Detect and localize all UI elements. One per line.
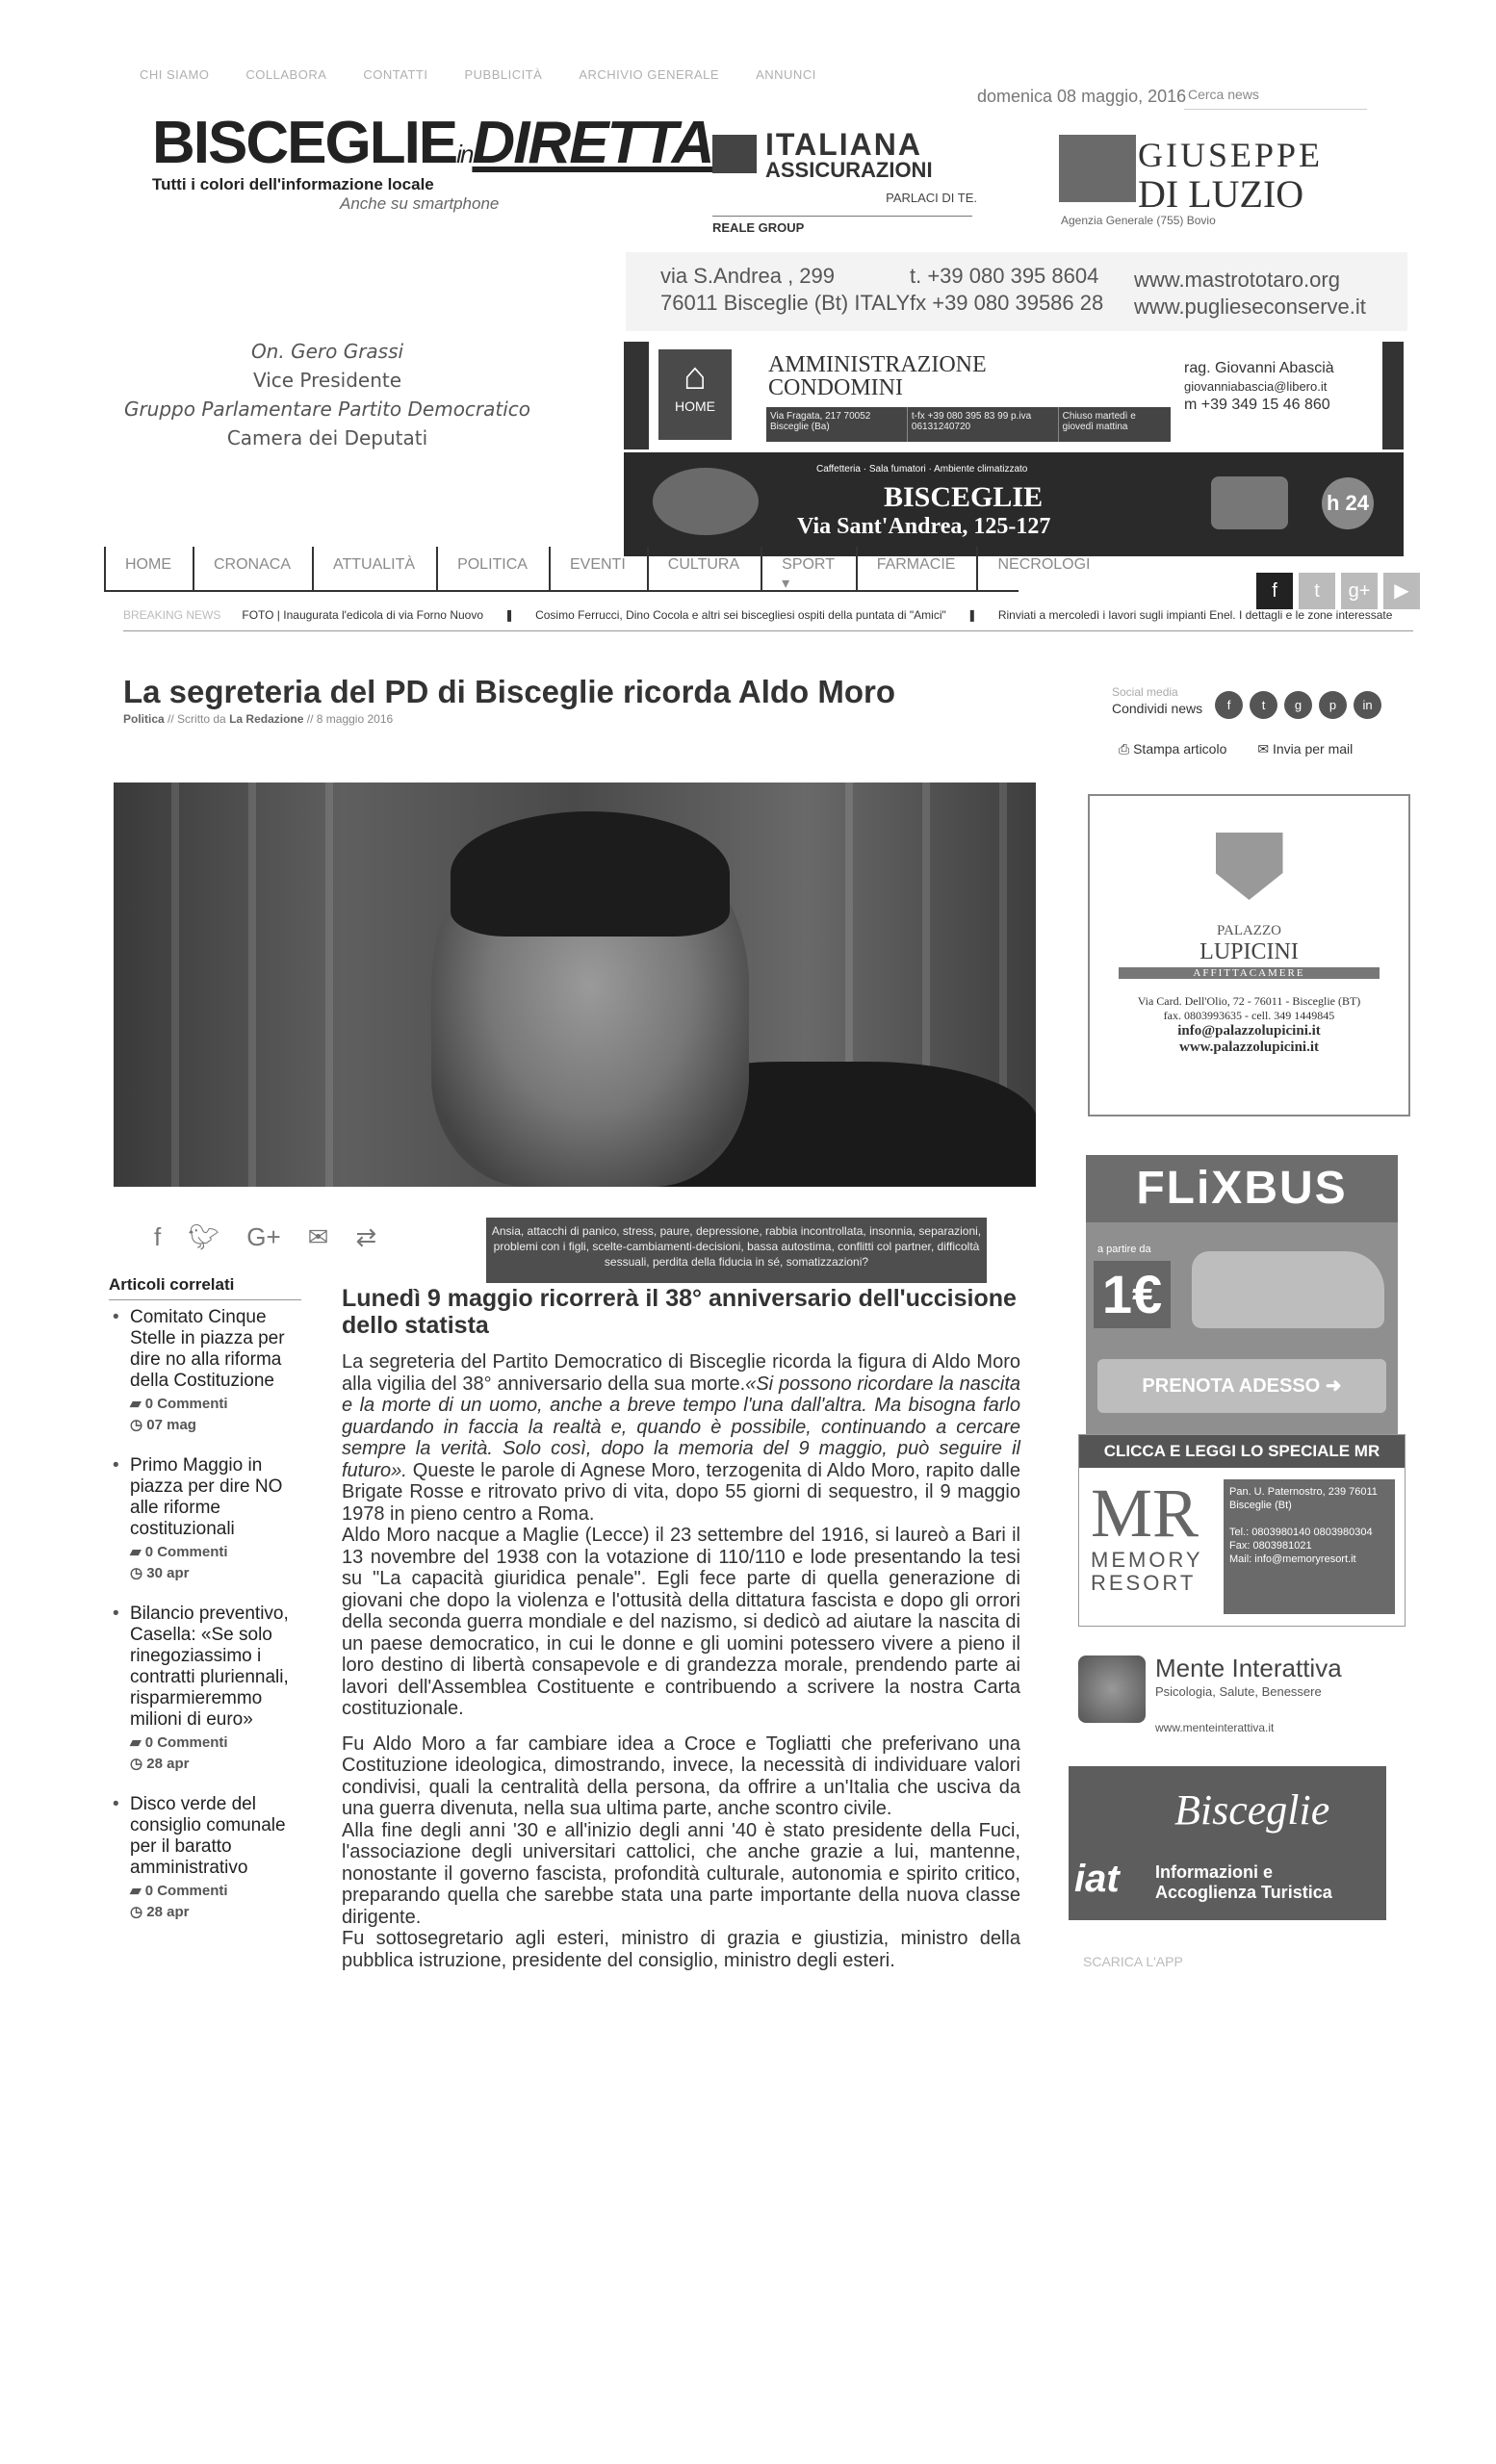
related-item-title: • Comitato Cinque Stelle in piazza per dire no alla riforma della Costituzione xyxy=(130,1307,285,1391)
top-nav-item[interactable]: COLLABORA xyxy=(245,67,327,82)
politician-chamber: Camera dei Deputati xyxy=(226,426,428,449)
bisceglie-services: Caffetteria · Sala fumatori · Ambiente climatizzato xyxy=(816,464,1028,475)
mente-sub: Psicologia, Salute, Benessere xyxy=(1155,1684,1322,1699)
lupicini-sub: AFFITTACAMERE xyxy=(1119,967,1380,979)
search-input[interactable]: Cerca news xyxy=(1184,87,1367,110)
clock-icon: ◷ xyxy=(130,1565,143,1581)
clock-icon: ◷ xyxy=(130,1904,143,1920)
ad-giuseppe-di-luzio[interactable] xyxy=(1059,135,1328,231)
related-item-comments: 0 Commenti xyxy=(144,1883,228,1899)
iat-logo: iat xyxy=(1074,1858,1120,1900)
top-nav-item[interactable]: ANNUNCI xyxy=(756,67,816,82)
lupicini-name2: LUPICINI xyxy=(1199,939,1299,964)
ad-palazzo-lupicini[interactable] xyxy=(1088,794,1410,1116)
lupicini-name1: PALAZZO xyxy=(1217,923,1281,938)
ad-iat-bisceglie[interactable] xyxy=(1069,1766,1386,1920)
twitter-icon[interactable]: t xyxy=(1299,573,1335,609)
breaking-news-ticker xyxy=(123,608,1423,622)
condomini-name: rag. Giovanni Abascià xyxy=(1184,360,1334,376)
separator-icon: ❚ xyxy=(504,608,515,622)
share-icons xyxy=(1215,691,1381,719)
breaking-label: BREAKING NEWS xyxy=(123,608,221,622)
mr-line2: RESORT xyxy=(1091,1571,1197,1595)
condomini-home-logo xyxy=(658,349,732,440)
facebook-icon[interactable]: f xyxy=(154,1222,162,1251)
photo-hair xyxy=(451,811,730,937)
related-item-comments: 0 Commenti xyxy=(144,1544,228,1560)
mail-article[interactable] xyxy=(1257,741,1353,757)
bisceglie-addr: Via Sant'Andrea, 125-127 xyxy=(797,514,1051,539)
p4-text: Alla fine degli anni '30 e all'inizio degli anni '40 è stato presidente della Fuci, l'associazione degli universitari cattolici, che anche grazie a lui, mantenne, nonostante il governo fascista, profondità culturale, autonomia e spirito critico, preparando quella che sarebbe stata una parte importante della nuova classe dirigente. xyxy=(342,1819,1020,1928)
mastro-tel: t. +39 080 395 8604 xyxy=(910,264,1099,288)
photo-share-row xyxy=(154,1222,376,1252)
article-category[interactable]: Politica xyxy=(123,712,165,726)
flixbus-price: 1€ xyxy=(1094,1261,1171,1328)
politician-group: Gruppo Parlamentare Partito Democratico xyxy=(123,398,531,421)
condomini-addr: Via Fragata, 217 70052 Bisceglie (Ba) xyxy=(766,407,908,442)
condomini-mobile: m +39 349 15 46 860 xyxy=(1184,397,1330,413)
youtube-icon[interactable]: ▶ xyxy=(1383,573,1420,609)
share-label: Condividi news xyxy=(1112,701,1203,716)
social-media-label: Social media xyxy=(1112,685,1178,699)
mr-line1: MEMORY xyxy=(1091,1548,1203,1572)
related-item-date: 07 mag xyxy=(146,1417,196,1433)
related-title: Articoli correlati xyxy=(109,1275,235,1294)
related-item-comments: 0 Commenti xyxy=(144,1734,228,1751)
ad-anxiety[interactable]: Ansia, attacchi di panico, stress, paure, depressione, rabbia incontrollata, insonnia, separazioni, problemi con i figli, scelte-cambiamenti-decisioni, bassa autostima, conflitti col partner, difficoltà sessuali, perdita della fiducia in sé, somatizzazioni? xyxy=(486,1218,987,1283)
related-item[interactable] xyxy=(109,1307,306,1434)
site-logo[interactable] xyxy=(152,110,713,214)
related-list xyxy=(109,1307,306,1942)
shield-icon xyxy=(1216,833,1283,900)
related-item-title: • Primo Maggio in piazza per dire NO alle riforme costituzionali xyxy=(130,1455,283,1539)
luzio-line2: DI LUZIO xyxy=(1138,172,1304,216)
mr-addr: Pan. U. Paternostro, 239 76011 Bisceglie (Bt) xyxy=(1229,1486,1378,1511)
nav-cronaca[interactable]: CRONACA xyxy=(193,547,312,590)
article-tools xyxy=(1119,741,1353,757)
article-photo xyxy=(114,783,1036,1187)
flixbus-cta-label: PRENOTA ADESSO xyxy=(1142,1375,1321,1397)
nav-cultura[interactable]: CULTURA xyxy=(647,547,761,590)
logo-diretta: DIRETTA xyxy=(472,110,713,176)
logo-main: BISCEGLIE xyxy=(152,110,457,176)
google-plus-icon[interactable]: g+ xyxy=(1341,573,1378,609)
divider xyxy=(123,630,1413,631)
breaking-item[interactable]: Cosimo Ferrucci, Dino Cocola e altri sei biscegliesi ospiti della puntata di "Amici" xyxy=(535,608,946,622)
condomini-email: giovanniabascia@libero.it xyxy=(1184,379,1328,394)
top-nav-item[interactable]: PUBBLICITÀ xyxy=(464,67,543,82)
home-label: HOME xyxy=(675,398,715,414)
top-nav-item[interactable]: CHI SIAMO xyxy=(140,67,210,82)
ad-bisceglie-h24[interactable] xyxy=(624,452,1404,556)
italiana-line2: ASSICURAZIONI xyxy=(765,158,933,182)
related-item-title: • Bilancio preventivo, Casella: «Se solo rinegoziassimo i contratti pluriennali, risparmieremmo milioni di euro» xyxy=(130,1604,289,1730)
mastro-web1: www.mastrototaro.org xyxy=(1134,268,1340,292)
politician-name: On. Gero Grassi xyxy=(250,340,404,363)
logo-subtitle: Anche su smartphone xyxy=(340,194,500,213)
nav-sport[interactable] xyxy=(761,547,856,590)
iat-line2: Accoglienza Turistica xyxy=(1155,1883,1332,1902)
flixbus-brand: FLiXBUS xyxy=(1086,1155,1398,1222)
article-lead: Lunedì 9 maggio ricorrerà il 38° anniversario dell'uccisione dello statista xyxy=(342,1285,1017,1339)
lupicini-addr: Via Card. Dell'Olio, 72 - 76011 - Bisceglie (BT) xyxy=(1137,994,1361,1008)
mr-tel: Tel.: 0803980140 0803980304 xyxy=(1229,1527,1373,1538)
article-date: // 8 maggio 2016 xyxy=(306,712,394,726)
pinterest-share-icon[interactable]: p xyxy=(1319,691,1347,719)
italiana-logo-icon xyxy=(712,135,757,173)
twitter-share-icon[interactable]: t xyxy=(1250,691,1277,719)
lupicini-contacts: fax. 0803993635 - cell. 349 1449845 xyxy=(1163,1009,1335,1022)
condomini-tel: t-fx +39 080 395 83 99 p.iva 06131240720 xyxy=(908,407,1059,442)
flixbus-cta-button[interactable]: PRENOTA ADESSO ➜ xyxy=(1097,1359,1386,1413)
comment-icon: ▰ xyxy=(130,1883,142,1899)
condomini-title2: CONDOMINI xyxy=(768,375,903,400)
italiana-line3: PARLACI DI TE. xyxy=(886,191,977,205)
p1-tail: Queste le parole di Agnese Moro, terzogenita di Aldo Moro, rapito dalle Brigate Rosse e ritrovato privo di vita, dopo 55 giorni di sequestro, il 9 maggio 1978 in pieno centro a Roma. xyxy=(342,1459,1020,1525)
ad-mastrototaro[interactable] xyxy=(626,252,1407,331)
related-item-date: 28 apr xyxy=(146,1756,190,1772)
luzio-line3: Agenzia Generale (755) Bovio xyxy=(1061,214,1216,227)
ad-memory-resort[interactable] xyxy=(1078,1434,1406,1627)
mente-web: www.menteinterattiva.it xyxy=(1155,1721,1275,1734)
comment-icon: ▰ xyxy=(130,1396,142,1412)
mr-logo: MR xyxy=(1091,1475,1199,1552)
related-item-date: 28 apr xyxy=(146,1904,190,1920)
italiana-line1: ITALIANA xyxy=(765,127,922,162)
brain-icon xyxy=(1078,1656,1146,1723)
condomini-hours: Chiuso martedì e giovedì mattina xyxy=(1062,411,1136,432)
related-item-title: • Disco verde del consiglio comunale per il baratto amministrativo xyxy=(130,1794,286,1878)
bus-icon xyxy=(1192,1251,1384,1328)
current-date: domenica 08 maggio, 2016 xyxy=(977,87,1187,106)
ad-mente-interattiva[interactable] xyxy=(1078,1646,1406,1742)
home-icon: ⌂ xyxy=(683,355,708,398)
divider xyxy=(109,1299,301,1300)
bisceglie-city: BISCEGLIE xyxy=(884,481,1044,513)
ad-flixbus[interactable] xyxy=(1086,1155,1398,1434)
header-social xyxy=(1256,573,1420,609)
top-nav-item[interactable]: CONTATTI xyxy=(363,67,428,82)
mr-mail: Mail: info@memoryresort.it xyxy=(1229,1553,1356,1565)
article-byline xyxy=(123,712,393,726)
center-logo-icon xyxy=(1211,476,1288,529)
mail-icon: ✉ xyxy=(1257,741,1270,757)
italiana-line4: REALE GROUP xyxy=(712,216,972,235)
flixbus-from: a partire da xyxy=(1097,1244,1151,1255)
mastro-fax: fx +39 080 39586 28 xyxy=(910,291,1104,315)
mastro-addr1: via S.Andrea , 299 xyxy=(660,264,836,288)
article-paragraph xyxy=(342,1351,1020,1720)
p1-text: La segreteria del Partito Democratico di Bisceglie ricorda la figura di Aldo Moro alla vigilia del 38° anniversario della sua morte. xyxy=(342,1351,1020,1395)
mail-label: Invia per mail xyxy=(1273,741,1354,757)
lupicini-web: www.palazzolupicini.it xyxy=(1178,1040,1319,1055)
politician-ad[interactable] xyxy=(116,337,539,452)
print-icon: ⎙ xyxy=(1119,741,1130,757)
logo-in: in xyxy=(456,140,473,168)
twitter-icon[interactable]: 🐦︎ xyxy=(188,1222,220,1251)
facebook-share-icon[interactable]: f xyxy=(1215,691,1243,719)
logo-tagline: Tutti i colori dell'informazione locale xyxy=(152,175,434,193)
byline-text: // Scritto da xyxy=(168,712,226,726)
nav-necrologi[interactable]: NECROLOGI xyxy=(976,547,1111,590)
mastro-addr2: 76011 Bisceglie (Bt) ITALY xyxy=(660,291,911,315)
clock-icon: ◷ xyxy=(130,1417,143,1433)
nav-farmacie[interactable]: FARMACIE xyxy=(856,547,977,590)
related-item-comments: 0 Commenti xyxy=(144,1396,228,1412)
mr-header: CLICCA E LEGGI LO SPECIALE MR xyxy=(1079,1435,1405,1468)
google-plus-icon[interactable]: G+ xyxy=(246,1222,281,1251)
breaking-item[interactable]: FOTO | Inaugurata l'edicola di via Forno Nuovo xyxy=(242,608,484,622)
ad-amministrazione-condomini[interactable] xyxy=(624,342,1404,449)
p2-text: Aldo Moro nacque a Maglie (Lecce) il 23 settembre del 1916, si laureò a Bari il 13 novembre del 1938 con la votazione di 110/110 e lode presentando la tesi su "La capacità giuridica penale". Egli fece parte di quella generazione di giovani che dopo la violenza e l'ottusità della dittatura fascista e dopo gli orrori della seconda guerra mondiale e del nazismo, si dedicò ad aiutare la nascita di un paese democratico, in cui le donne e gli uomini potessero vivere a pieno il loro destino di libertà consapevole e di grandezza morale, prendendo parte ai lavori dell'Assemblea Costituente e contribuendo a scrivere la nostra Carta costituzionale. xyxy=(342,1525,1020,1719)
related-item-date: 30 apr xyxy=(146,1565,190,1581)
mente-title: Mente Interattiva xyxy=(1155,1654,1342,1682)
mastro-web2: www.puglieseconserve.it xyxy=(1134,295,1366,319)
related-item[interactable] xyxy=(109,1604,306,1773)
luzio-logo-icon xyxy=(1059,135,1136,202)
nav-attualita[interactable]: ATTUALITÀ xyxy=(312,547,436,590)
lupicini-email: info@palazzolupicini.it xyxy=(1177,1023,1321,1039)
condomini-stripe xyxy=(624,342,649,449)
mr-fax: Fax: 0803981021 xyxy=(1229,1540,1312,1552)
top-nav xyxy=(140,67,816,82)
article-author[interactable]: La Redazione xyxy=(229,712,304,726)
separator-icon: ❚ xyxy=(967,608,977,622)
condomini-stripe-right xyxy=(1382,342,1404,449)
h24-badge: h 24 xyxy=(1322,477,1374,529)
google-share-icon[interactable]: g xyxy=(1284,691,1312,719)
mail-icon[interactable]: ✉ xyxy=(307,1222,329,1251)
print-label: Stampa articolo xyxy=(1133,741,1227,757)
nav-sport-label: SPORT xyxy=(782,556,835,573)
chevron-down-icon: ▾ xyxy=(782,576,790,592)
condomini-title1: AMMINISTRAZIONE xyxy=(768,352,987,377)
facebook-icon[interactable]: f xyxy=(1256,573,1293,609)
share-icon[interactable]: ⇄ xyxy=(355,1222,377,1251)
top-nav-item[interactable]: ARCHIVIO GENERALE xyxy=(579,67,720,82)
ad-italiana-assicurazioni[interactable] xyxy=(712,127,987,238)
nav-politica[interactable]: POLITICA xyxy=(436,547,549,590)
article-title: La segreteria del PD di Bisceglie ricorda Aldo Moro xyxy=(123,674,895,709)
iat-line1: Informazioni e xyxy=(1155,1862,1274,1882)
bar-logo-icon xyxy=(653,468,759,535)
comment-icon: ▰ xyxy=(130,1734,142,1751)
iat-city: Bisceglie xyxy=(1174,1786,1330,1834)
clock-icon: ◷ xyxy=(130,1756,143,1772)
p3-text: Fu Aldo Moro a far cambiare idea a Croce e Togliatti che preferivano una Costituzione ideologica, dimostrando, invece, la necessità di individuare valori condivisi, quali la centralità della persona, da offrire a un'Italia che usciva da una guerra divenuta, nella sua ultima parte, anche scontro civile. xyxy=(342,1732,1020,1819)
nav-home[interactable]: HOME xyxy=(104,547,193,590)
article-paragraph xyxy=(342,1733,1020,1972)
related-item[interactable] xyxy=(109,1455,306,1582)
politician-role: Vice Presidente xyxy=(252,369,402,392)
article-body xyxy=(342,1351,1020,1985)
print-article[interactable] xyxy=(1119,741,1226,757)
nav-eventi[interactable]: EVENTI xyxy=(549,547,647,590)
comment-icon: ▰ xyxy=(130,1544,142,1560)
luzio-line1: GIUSEPPE xyxy=(1138,136,1324,174)
p1-quote: «Si possono ricordare la nascita e la morte di un uomo, anche a breve tempo l'una dall'altra. Ma bisogna farlo guardando in faccia la realtà e, quando è possibile, continuando a cercare sempre la verità. Solo così, dopo la memoria del 9 maggio, può seguire il futuro». xyxy=(342,1373,1020,1481)
download-app-label[interactable]: SCARICA L'APP xyxy=(1083,1954,1183,1969)
related-item[interactable] xyxy=(109,1794,306,1921)
linkedin-share-icon[interactable]: in xyxy=(1354,691,1381,719)
main-nav xyxy=(104,547,1091,592)
breaking-item[interactable]: Rinviati a mercoledì i lavori sugli impianti Enel. I dettagli e le zone interessate xyxy=(997,608,1393,622)
p5-text: Fu sottosegretario agli esteri, ministro di grazia e giustizia, ministro della pubblica istruzione, presidente del consiglio, ministro degli esteri. xyxy=(342,1928,1020,1971)
